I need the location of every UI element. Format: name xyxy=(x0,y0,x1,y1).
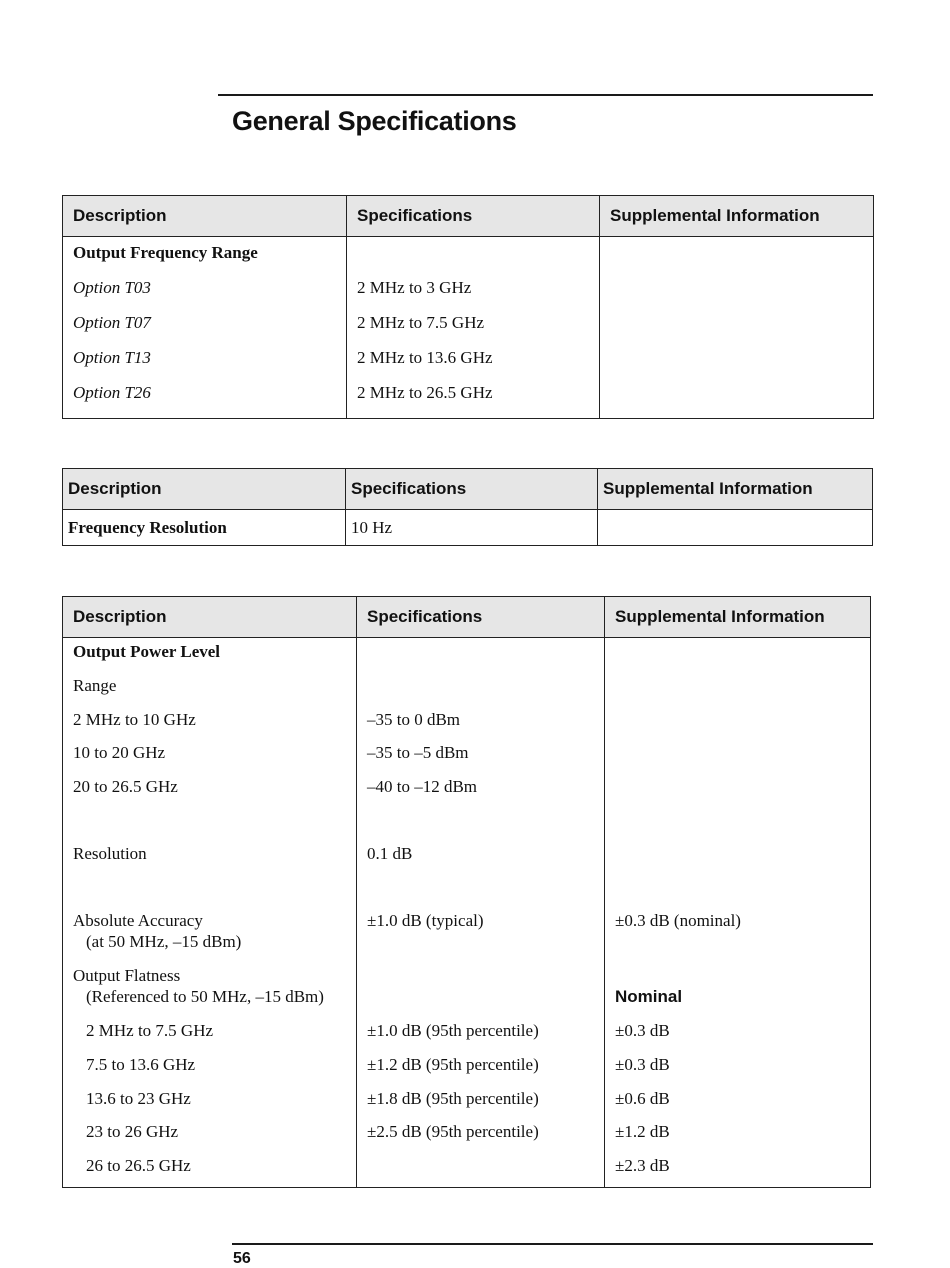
output-flatness-note: (Referenced to 50 MHz, –15 dBm) xyxy=(86,987,324,1006)
table-header-row xyxy=(63,196,874,237)
option-label: Option T26 xyxy=(73,383,151,402)
top-rule xyxy=(218,94,873,96)
frequency-range-value: 2 MHz to 13.6 GHz xyxy=(357,348,493,367)
footer-rule xyxy=(232,1243,873,1245)
absolute-accuracy-label: Absolute Accuracy xyxy=(73,911,203,930)
table-header-row xyxy=(63,597,871,638)
section-heading: Output Frequency Range xyxy=(73,243,258,262)
frequency-range-value: 2 MHz to 7.5 GHz xyxy=(357,313,485,332)
output-power-level-table xyxy=(62,596,871,1188)
resolution-value: 0.1 dB xyxy=(367,844,413,863)
power-range-value: –35 to 0 dBm xyxy=(367,710,461,729)
flatness-nominal-value: ±0.3 dB xyxy=(615,1021,670,1040)
flatness-value: ±1.2 dB (95th percentile) xyxy=(367,1055,539,1074)
column-header-description: Description xyxy=(63,196,347,237)
flatness-band-label: 7.5 to 13.6 GHz xyxy=(86,1055,196,1074)
table-header-row xyxy=(63,469,873,510)
flatness-band-label: 2 MHz to 7.5 GHz xyxy=(86,1021,214,1040)
range-label: Range xyxy=(73,676,117,695)
output-flatness-label: Output Flatness xyxy=(73,966,181,985)
flatness-value: ±2.5 dB (95th percentile) xyxy=(367,1122,539,1141)
absolute-accuracy-note: (at 50 MHz, –15 dBm) xyxy=(86,932,242,951)
column-header-supplemental: Supplemental Information xyxy=(605,597,871,638)
resolution-label: Resolution xyxy=(73,844,147,863)
range-band-label: 20 to 26.5 GHz xyxy=(73,777,178,796)
range-band-label: 2 MHz to 10 GHz xyxy=(73,710,196,729)
frequency-resolution-value: 10 Hz xyxy=(351,517,393,537)
flatness-value xyxy=(367,1156,594,1186)
frequency-range-value: 2 MHz to 3 GHz xyxy=(357,278,472,297)
output-frequency-range-table xyxy=(62,195,874,419)
column-header-supplemental: Supplemental Information xyxy=(598,469,873,510)
frequency-range-value: 2 MHz to 26.5 GHz xyxy=(357,383,493,402)
option-label: Option T07 xyxy=(73,313,151,332)
section-heading: Output Power Level xyxy=(73,642,221,661)
flatness-nominal-value: ±0.3 dB xyxy=(615,1055,670,1074)
column-header-description: Description xyxy=(63,469,346,510)
option-label: Option T13 xyxy=(73,348,151,367)
flatness-band-label: 13.6 to 23 GHz xyxy=(86,1089,191,1108)
page-title: General Specifications xyxy=(232,106,517,136)
power-range-value: –35 to –5 dBm xyxy=(367,743,469,762)
column-header-specifications: Specifications xyxy=(347,196,600,237)
absolute-accuracy-supplemental: ±0.3 dB (nominal) xyxy=(615,911,741,930)
range-band-label: 10 to 20 GHz xyxy=(73,743,166,762)
frequency-resolution-table xyxy=(62,468,873,546)
page-number: 56 xyxy=(233,1250,251,1267)
table-row xyxy=(63,237,874,419)
frequency-resolution-label: Frequency Resolution xyxy=(68,517,227,537)
flatness-band-label: 23 to 26 GHz xyxy=(86,1122,179,1141)
flatness-band-label: 26 to 26.5 GHz xyxy=(86,1156,191,1175)
flatness-nominal-value: ±1.2 dB xyxy=(615,1122,670,1141)
column-header-supplemental: Supplemental Information xyxy=(600,196,874,237)
column-header-specifications: Specifications xyxy=(346,469,598,510)
column-header-description: Description xyxy=(63,597,357,638)
flatness-nominal-value: ±0.6 dB xyxy=(615,1089,670,1108)
table-row xyxy=(63,638,871,1188)
power-range-value: –40 to –12 dBm xyxy=(367,777,478,796)
nominal-heading: Nominal xyxy=(615,987,683,1006)
option-label: Option T03 xyxy=(73,278,151,297)
table-row xyxy=(63,510,873,546)
flatness-value: ±1.8 dB (95th percentile) xyxy=(367,1089,539,1108)
column-header-specifications: Specifications xyxy=(357,597,605,638)
flatness-value: ±1.0 dB (95th percentile) xyxy=(367,1021,539,1040)
flatness-nominal-value: ±2.3 dB xyxy=(615,1156,670,1175)
absolute-accuracy-value: ±1.0 dB (typical) xyxy=(367,911,484,930)
